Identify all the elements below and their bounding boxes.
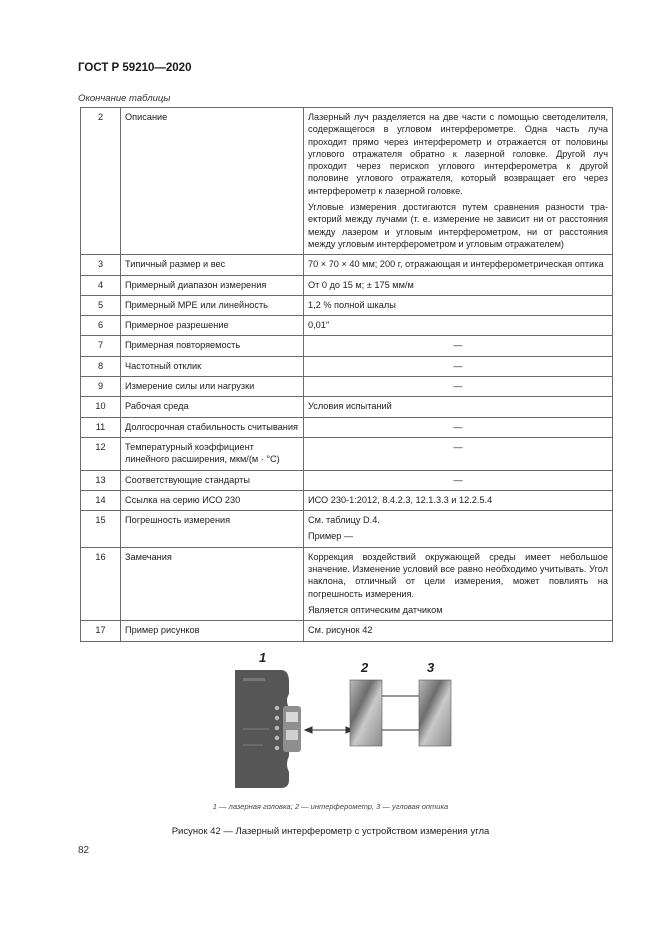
row-number: 9 (81, 377, 121, 397)
row-characteristic: Описание (121, 108, 304, 255)
row-number: 8 (81, 356, 121, 376)
row-characteristic: Рабочая среда (121, 397, 304, 417)
value-paragraph: — (453, 381, 463, 392)
row-number: 10 (81, 397, 121, 417)
row-value (304, 437, 613, 470)
table-row (81, 255, 613, 275)
row-value (304, 316, 613, 336)
row-number: 11 (81, 417, 121, 437)
row-number: 13 (81, 470, 121, 490)
row-number: 4 (81, 275, 121, 295)
table-row (81, 417, 613, 437)
table-row (81, 108, 613, 255)
row-value (304, 356, 613, 376)
row-value (304, 417, 613, 437)
row-value (304, 470, 613, 490)
value-paragraph: См. таблицу D.4. (308, 515, 380, 526)
row-characteristic: Замечания (121, 547, 304, 620)
row-value (304, 108, 613, 255)
table-row (81, 377, 613, 397)
row-value (304, 255, 613, 275)
table-row (81, 397, 613, 417)
row-number: 2 (81, 108, 121, 255)
value-paragraph: 70 × 70 × 40 мм; 200 г, отражающая и интерферометрическая оптика (308, 259, 604, 270)
value-paragraph: Лазерный луч разделяется на две части с помощью светоделителя, содержащегося в угловом интерферометре. Одна часть луча проходит прямо через интерферометр и отражается от половины углового отражателя обратно к лазерной головке. Другой луч проходит через перископ углового интерферометра к другой половине углового отражателя, который возвращает его через интерферометр к лазерной головке. (308, 112, 608, 196)
value-paragraph: 0,01″ (308, 320, 330, 331)
value-paragraph: Пример — (308, 531, 354, 542)
row-number: 14 (81, 490, 121, 510)
row-number: 5 (81, 295, 121, 315)
table-row (81, 621, 613, 641)
specification-table (80, 107, 613, 642)
table-row (81, 295, 613, 315)
row-characteristic: Долгосрочная стабильность считывания (121, 417, 304, 437)
value-paragraph: Коррекция воздействий окружающей среды имеет небольшое значение. Изменение условий все равно необходимо учитывать. Угол наклона, отличный от цели измерения, может повлиять на погрешность измерения. (308, 551, 608, 599)
value-paragraph: Условия испытаний (308, 401, 392, 412)
value-paragraph: — (453, 474, 463, 485)
row-number: 16 (81, 547, 121, 620)
value-paragraph: См. рисунок 42 (308, 625, 373, 636)
table-row (81, 275, 613, 295)
value-paragraph: 1,2 % полной шкалы (308, 299, 396, 310)
page-number: 82 (78, 845, 90, 856)
row-number: 3 (81, 255, 121, 275)
interferometer-shape (350, 680, 382, 746)
value-paragraph: — (453, 421, 463, 432)
value-paragraph: ИСО 230-1:2012, 8.4.2.3, 12.1.3.3 и 12.2.5.4 (308, 494, 493, 505)
row-characteristic: Пример рисунков (121, 621, 304, 641)
row-value (304, 397, 613, 417)
table-row (81, 490, 613, 510)
value-paragraph: — (453, 340, 463, 351)
row-value (304, 547, 613, 620)
laser-head-shape (235, 670, 301, 788)
figure-label-3: 3 (427, 660, 435, 675)
laser-interferometer-figure (225, 648, 465, 793)
figure-label-1: 1 (259, 650, 267, 665)
table-row (81, 437, 613, 470)
row-characteristic: Ссылка на серию ИСО 230 (121, 490, 304, 510)
row-value (304, 621, 613, 641)
table-row (81, 356, 613, 376)
table-row (81, 470, 613, 490)
table-row (81, 336, 613, 356)
row-number: 17 (81, 621, 121, 641)
value-paragraph: — (453, 441, 463, 452)
laser-beam-arrow (305, 727, 353, 733)
table-row (81, 511, 613, 548)
row-characteristic: Погрешность измерения (121, 511, 304, 548)
row-value (304, 275, 613, 295)
row-characteristic: Примерный диапазон измерения (121, 275, 304, 295)
row-characteristic: Измерение силы или нагрузки (121, 377, 304, 397)
angular-optics-shape (419, 680, 451, 746)
row-value (304, 377, 613, 397)
row-value (304, 511, 613, 548)
row-value (304, 295, 613, 315)
row-characteristic: Соответствующие стандарты (121, 470, 304, 490)
row-number: 6 (81, 316, 121, 336)
row-value (304, 490, 613, 510)
row-number: 15 (81, 511, 121, 548)
figure-caption: Рисунок 42 — Лазерный интерферометр с устройством измерения угла (171, 826, 490, 837)
table-row (81, 316, 613, 336)
row-value (304, 336, 613, 356)
row-characteristic: Примерное разрешение (121, 316, 304, 336)
row-characteristic: Примерный MPE или линейность (121, 295, 304, 315)
table-continuation-label: Окончание таблицы (78, 93, 171, 104)
figure-legend: 1 — лазерная головка; 2 — интерферометр, 3 — угловая оптика (212, 802, 449, 811)
row-characteristic: Типичный размер и вес (121, 255, 304, 275)
document-standard-code: ГОСТ Р 59210—2020 (78, 62, 192, 74)
value-paragraph: Угловые измерения достигаются путем сравнения разности траекторий между лучами (т. е. измерение не зависит ни от расстояния между лазером и угловым интерферометром, ни от расстояния между угловым интерферометром и угловым отражателем) (308, 202, 608, 249)
value-paragraph: — (453, 360, 463, 371)
row-characteristic: Частотный отклик (121, 356, 304, 376)
value-paragraph: Является оптическим датчиком (308, 604, 443, 615)
figure-label-2: 2 (361, 660, 369, 675)
row-characteristic: Примерная повторяемость (121, 336, 304, 356)
row-number: 7 (81, 336, 121, 356)
row-number: 12 (81, 437, 121, 470)
row-characteristic: Температурный коэффициент линейного расширения, мкм/(м · °С) (121, 437, 304, 470)
table-row (81, 547, 613, 620)
value-paragraph: От 0 до 15 м; ± 175 мм/м (308, 279, 414, 290)
